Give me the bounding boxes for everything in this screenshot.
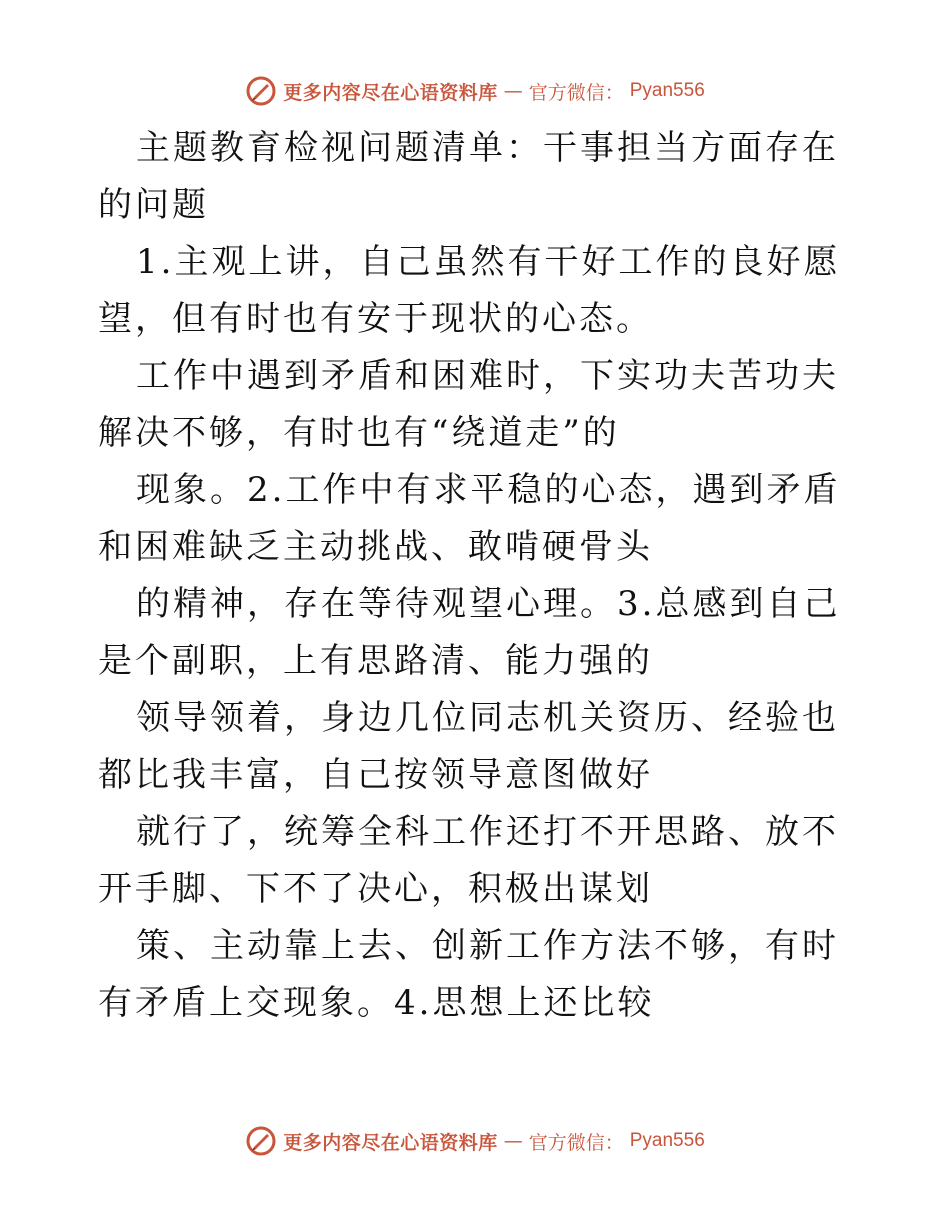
paragraph: 就行了，统筹全科工作还打不开思路、放不开手脚、下不了决心，积极出谋划 — [98, 812, 839, 909]
paragraph: 1.主观上讲，自己虽然有干好工作的良好愿望，但有时也有安于现状的心态。 — [98, 242, 841, 339]
footer-wechat-label: 官方微信： — [528, 1131, 624, 1154]
page-footer — [0, 1125, 950, 1157]
pen-logo-icon — [245, 1125, 277, 1157]
footer-wechat-id: Pyan556 — [629, 1130, 705, 1151]
paragraph: 领导领着，身边几位同志机关资历、经验也都比我丰富，自己按领导意图做好 — [98, 698, 839, 795]
document-body — [98, 120, 858, 1032]
paragraph: 现象。2.工作中有求平稳的心态，遇到矛盾和困难缺乏主动挑战、敢啃硬骨头 — [98, 470, 841, 567]
document-title: 主题教育检视问题清单：干事担当方面存在的问题 — [98, 128, 839, 225]
page-header — [0, 75, 950, 107]
footer-separator: — — [503, 1130, 523, 1152]
paragraph: 工作中遇到矛盾和困难时，下实功夫苦功夫解决不够，有时也有“绕道走”的 — [98, 356, 839, 453]
header-wechat-id: Pyan556 — [629, 80, 705, 101]
paragraph: 策、主动靠上去、创新工作方法不够，有时有矛盾上交现象。4.思想上还比较 — [98, 926, 839, 1023]
header-separator: — — [503, 80, 523, 102]
footer-brand-text: 更多内容尽在心语资料库 — [283, 1131, 498, 1154]
paragraph: 的精神，存在等待观望心理。3.总感到自己是个副职，上有思路清、能力强的 — [98, 584, 841, 681]
header-wechat-label: 官方微信： — [528, 81, 624, 104]
pen-logo-icon — [245, 75, 277, 107]
header-brand-text: 更多内容尽在心语资料库 — [283, 81, 498, 104]
